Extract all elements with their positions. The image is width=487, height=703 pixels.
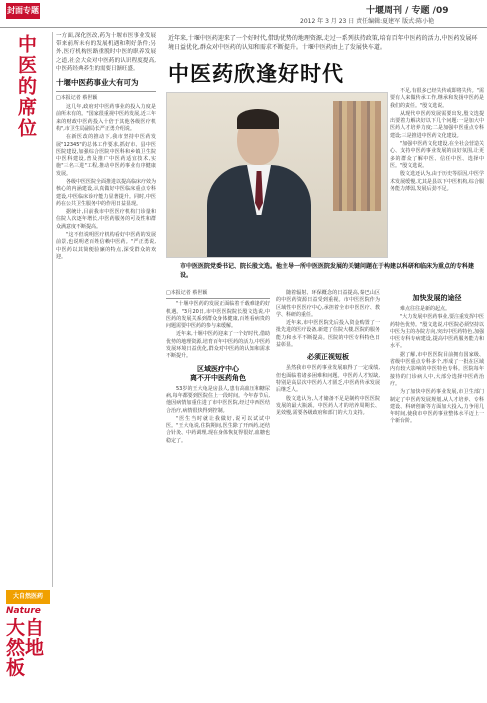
article-paragraph: 难点往往是新的起点。 [400,306,451,312]
sidebar-byline: □本报记者 蔡世颖 [56,91,156,101]
photo-caption: 市中医医院党委书记、院长殷文选。他主导一所中医医院发展的关键问题在于构建以科研和临床为重点的专科建设。 [180,263,475,279]
article-paragraph: 不足,有很多已经失传或即将失传。"需要有人来做传承工作,继承和发扬中医药是我们的责任。"殷文选说。 [390,88,484,109]
article-column-4 [390,290,484,427]
article-paragraph: 随着辐射、环保概念的日益提高,秦巴山区的中医药资源日益受到重视。市中医医院作为区域性中医医疗中心,承担着全市中医医疗、教学、科研的重任。 [276,290,380,318]
brand-chinese-name: 大自然地板 [6,617,45,679]
advertisement-block [6,590,52,698]
portrait-photo [166,92,388,258]
page-header [0,0,487,28]
article-column-1 [166,290,270,446]
sidebar-intro: 一方面,深化医改,药为十堰市医事业发展带来前所未有的发展机遇和利好条件;另外,医疗机构医路重脱时中医的职养发展之道,社会大众对中医药的认识程度提高,中医药经典养生的需要日渐旺盛。 [56,33,156,72]
article-paragraph: 据了解,市中医医院目前拥有国家级、省级中医重点专科多个,形成了一批在区域内有较大影响的中医特色专科。医院每年接待的门诊病人中,大部分选择中医药治疗。 [390,351,484,387]
article-paragraph: "大力发展中医药事业,要注重发挥中医药特色优势。"殷文选说,中医院必须坚持以中医为主的办院方向,突出中医药特色,加强中医专科专病建设,提高中医药服务能力和水平。 [390,314,484,350]
article-paragraph: 近年来,十堰中医药迎来了一个好时代,借助优势的地理资源,培育百年中医药的活力,中医药发展环境日益优化,群众对中医药的认知和需求不断提升。 [166,331,270,360]
section-subhead: 必须正视短板 [307,353,349,362]
sidebar-body [56,104,156,261]
lead-paragraph: 近年来,十堰中医药迎来了一个好时代,借助优势的地理资源,走过一系列扶持政策,培育百年中医药的活力,中医药发展环境日益优化,群众对中医药的认知和需求不断提升。十堰中医药由上了发展快车道。 [168,35,478,51]
sidebar-paragraph: 这几年,政府对中医药事业的投入力度是前所未有的。"国家很重视中医药发展,近三年来的财政中医药投入十倍于其他各级医疗机构",市卫生局副局长严正勇介绍说。 [56,104,156,132]
date-line: 2012 年 3 月 23 日 责任编辑:夏建军 版式:陈小艳 [300,18,435,25]
section-subhead: 加快发展的途径 [412,294,462,302]
article-column-2 [276,290,380,418]
cover-tag: 封面专题 [6,3,40,19]
article-paragraph: 虽然我市中医药事业发展取得了一定成绩,但也面临着诸多困难和问题。中医药人才短缺,特别是高层次中医药人才匮乏,中医药传承发展后继乏人。 [276,365,380,394]
person-hair [237,109,279,129]
section-subhead: 区域医疗中心 离不开中医药角色 [190,364,246,382]
article-paragraph: 从现代中医药发展需要出发,殷文选提出要着力解决好以下几个问题:一是加大中医药人才培养力度;二是加强中医重点专科建设;三是推进中医药文化建设。 [390,110,484,139]
sidebar-article [56,32,156,262]
article-paragraph: 殷文选认为,人才储备不足是制约中医医院发展的最大瓶颈。中医药人才的培养周期长、见效慢,需要各级政府和部门的大力支持。 [276,395,380,417]
header-divider [0,27,487,28]
article-paragraph: "加强中医药文化建设,在全社会营造关心、支持中医药事业发展的良好氛围,让更多的群众了解中医、信任中医、选择中医。"殷文选说。 [390,141,484,169]
left-title-column [6,32,50,262]
article-paragraph: 殷文选还认为,由于历史等原因,中医学术发展缓慢,尤其是县以下中医机构,综合服务能力薄弱,发展后劲不足。 [390,171,484,192]
article-byline: □本报记者 蔡世颖 [166,290,270,299]
vertical-section-title: 中医的席位 [15,34,37,139]
paper-title: 十堰周刊 / 专题 /09 [366,6,449,16]
brand-english-name: Nature [6,606,41,616]
article-paragraph: 53岁的王大龟是房县人,患有高血压和糖尿病,每年都要到医院住上一段时间。今年春节后,他因病情加重住进了市中医医院,经过中西医结合治疗,病情很快得到控制。 [166,385,270,414]
sidebar-heading: 十堰中医药事业大有可为 [56,78,139,88]
article-column-3 [390,88,484,194]
sidebar-paragraph: "这不但说明医疗机构看好中医药的发展前景,也说明老百姓信赖中医药。"严正勇说,中医药以其简便验廉的特点,深受群众的欢迎。 [56,232,156,260]
article-paragraph: 近年来,市中医医院先后投入资金购置了一批先进的医疗设备,新建了住院大楼,医院的服务能力和水平不断提高。医院的中医专科特色日益彰显。 [276,320,380,349]
page-title: 中医药欣逢好时代 [168,61,344,86]
bookshelf-background [333,101,381,211]
sidebar-paragraph: 在新医改的推动下,我市坚持中医药发展"12345"的总体工作要求,抓好市、县中医医院建设,加强综合医院中医科和乡镇卫生院中医科建设,普及推广中医药适宜技术,实施"三名三进"工程,推动中医药事业有序健康发展。 [56,134,156,177]
article-paragraph: 为了加快中医药事业发展,市卫生部门制定了中医药发展规划,从人才培养、专科建设、科研创新等方面加大投入,力争用几年时间,使我市中医药事业整体水平迈上一个新台阶。 [390,389,484,425]
article-paragraph: "十堰中医药的发展正面临着千载难逢的好机遇。"3月20日,市中医医院院长殷文选说,中医药的发展关系到群众身体健康,百姓看病贵的问题需要中医药的参与来缓解。 [166,301,270,330]
column-divider [52,32,53,587]
sidebar-paragraph: 各级中医医院全面推进以提高临床疗效为核心的内涵建设,认真做好中医临床重点专科建设,中医临床诊疗能力显著提升。同时,中医药在公共卫生服务中的作用日益显现。 [56,178,157,207]
sidebar-paragraph: 据统计,目前我市中医医疗机构门诊量和住院人次逐年增长,中医药服务的可及性和群众满意度不断提高。 [56,209,156,230]
article-paragraph: "医生当时就让我做好,说可以试试中医。"王大龟说,住院期间,医生除了开西药,还结合针灸、中药调理,现在身体恢复得很好,血糖也稳定了。 [166,415,270,444]
brand-logo: 大自然医药 [6,590,50,604]
